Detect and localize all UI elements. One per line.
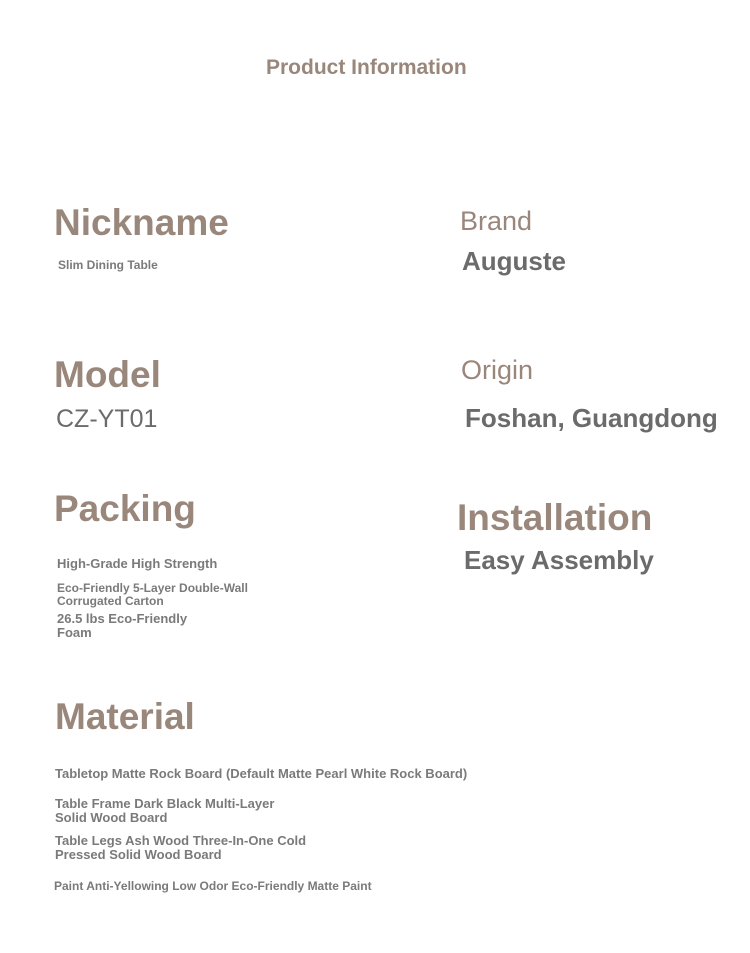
nickname-value: Slim Dining Table	[58, 258, 158, 272]
material-label: Material	[55, 696, 195, 737]
packing-line: High-Grade High Strength	[57, 556, 218, 571]
packing-line: 26.5 lbs Eco-Friendly Foam	[57, 611, 188, 640]
packing-label: Packing	[54, 488, 196, 529]
material-line: Table Legs Ash Wood Three-In-One Cold Pressed Solid Wood Board	[55, 833, 307, 862]
material-line: Tabletop Matte Rock Board (Default Matte Pearl White Rock Board)	[55, 766, 468, 781]
brand-label: Brand	[460, 206, 533, 236]
brand-value: Auguste	[462, 246, 566, 276]
origin-label: Origin	[461, 355, 534, 385]
origin-value: Foshan, Guangdong	[465, 403, 718, 433]
material-line: Table Frame Dark Black Multi-Layer Solid Wood Board	[55, 796, 275, 825]
model-label: Model	[54, 354, 161, 395]
packing-line: Eco-Friendly 5-Layer Double-Wall Corrugated Carton	[57, 581, 248, 608]
installation-label: Installation	[457, 497, 653, 538]
page-title: Product Information	[266, 56, 467, 79]
installation-value: Easy Assembly	[464, 545, 654, 575]
nickname-label: Nickname	[54, 202, 229, 243]
model-value: CZ-YT01	[56, 405, 158, 433]
material-line: Paint Anti-Yellowing Low Odor Eco-Friendly Matte Paint	[54, 879, 372, 893]
